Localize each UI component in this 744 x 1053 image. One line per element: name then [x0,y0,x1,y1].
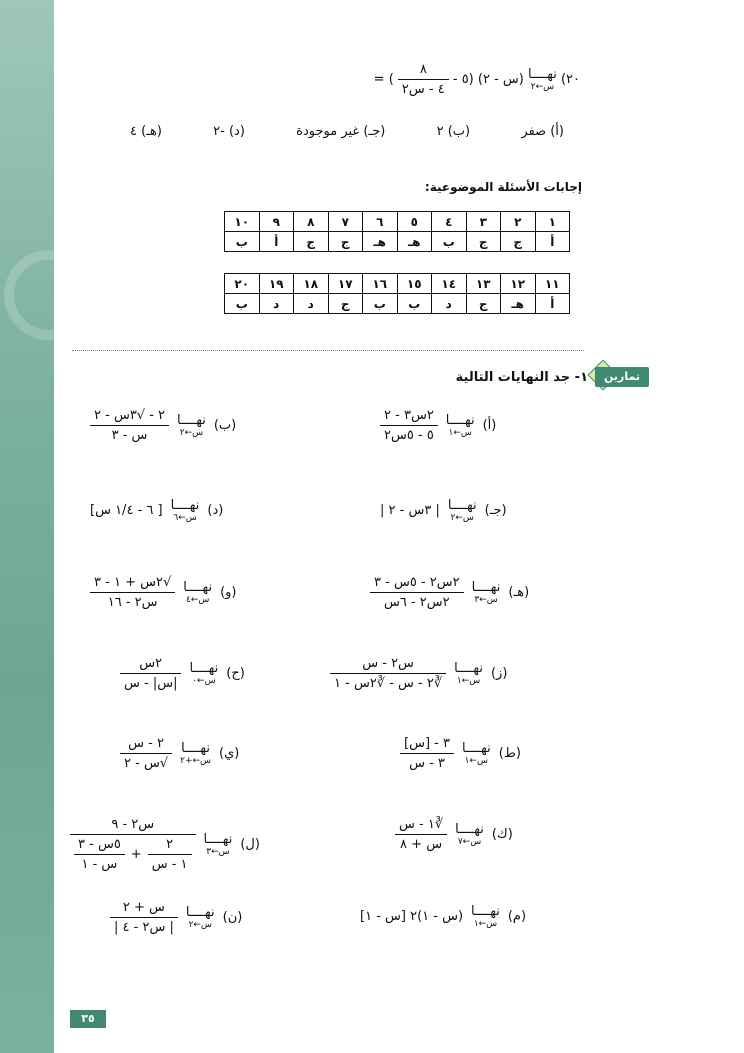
choice-e: (هـ) ٤ [130,124,162,139]
limit-sub: س←٢ [450,513,474,523]
limit-operator [189,661,218,686]
choice-c: (جـ) غير موجودة [296,124,386,139]
table-cell: ٢٠ [225,274,260,294]
answers-title: إجابات الأسئلة الموضوعية: [424,180,582,194]
exercise-label: (ط) [498,746,521,761]
table-cell: ج [328,232,363,252]
table-cell: ١٥ [397,274,432,294]
choice-list [130,124,564,139]
limit-word: نهــــا [170,498,200,513]
limit-word: نهــــا [185,905,215,920]
limit-operator [454,661,483,686]
exercise-label: (ب) [213,418,237,433]
exercise-label: (ن) [222,910,243,925]
table-cell: ب [397,294,432,314]
question-number: ٢٠) [560,72,580,87]
limit-sub: س←+٢ [180,756,212,766]
table-row [225,294,570,314]
expression: [ ٦ - ١/٤ س] [90,503,163,518]
limit-word: نهــــا [183,580,213,595]
exercise-label: (ح) [226,666,245,681]
choice-b: (ب) ٢ [436,124,471,139]
fraction-numerator: ٣ - [س] [400,736,454,754]
table-cell: ١٢ [501,274,536,294]
table-cell: ١٣ [466,274,501,294]
limit-sub: س←٣ [206,847,230,857]
exercise-label: (م) [507,909,527,924]
fraction-numerator: س + ٢ [110,900,178,918]
sub-denominator: ١ - س [151,857,188,872]
exercise-item [380,498,507,523]
limit-operator [472,580,501,605]
table-cell: ١٠ [225,212,260,232]
question-20 [320,62,580,97]
limit-operator [171,498,200,523]
table-row [225,212,570,232]
sub-numerator: ٥س - ٣ [74,837,125,855]
limit-word: نهــــا [177,413,206,428]
table-cell: ١ [535,212,570,232]
exercise-label: (ل) [240,837,260,852]
limit-operator [177,413,206,438]
answers-table-2 [224,273,570,314]
limit-operator [446,413,475,438]
table-cell: ٤ [432,212,467,232]
fraction-denominator: ٣ - س [409,756,445,771]
exercise-item [380,408,496,443]
fraction-denominator: ٤ - س٢ [401,82,445,97]
table-cell: ١٦ [363,274,398,294]
exercise-label: (و) [220,585,237,600]
exercise-label: (ك) [491,827,513,842]
table-cell: ب [363,294,398,314]
limit-operator [462,741,491,766]
limit-sub: س←٢ [179,428,204,438]
exercise-label: (أ) [482,418,497,433]
fraction [120,656,181,691]
closing: ) = [373,72,394,87]
limit-operator [180,741,211,766]
fraction-numerator: ٢ - √٣س - ٢ [90,408,169,426]
choice-a: (أ) صفر [521,124,564,139]
factor-2: (٥ - [452,72,474,87]
fraction-denominator: ٥ - ٥س٢ [384,428,434,443]
exercise-item [370,575,529,610]
sub-fraction [74,837,125,872]
expression: | ٣س - ٢ | [380,503,440,518]
fraction [370,575,464,610]
table-cell: ج [294,232,329,252]
table-cell: ب [225,232,260,252]
fraction-denominator: √س - ٢ [124,756,169,771]
fraction-denominator: ∛٢ - س - ∛٢س - ١ [334,676,443,691]
limit-sub: س←٣ [474,595,498,605]
fraction [70,817,196,872]
fraction-denominator: س + ٨ [400,837,443,852]
exercise-item [120,656,245,691]
table-cell: ١٧ [328,274,363,294]
table-cell: ٥ [397,212,432,232]
exercise-item [360,904,526,929]
table-cell: ١١ [535,274,570,294]
limit-word: نهــــا [471,580,501,595]
fraction-numerator: ٢س٢ - ٥س - ٣ [370,575,464,593]
limit-operator [183,580,212,605]
table-cell: ٧ [328,212,363,232]
sub-fraction [148,837,192,872]
limit-word: نهــــا [471,904,500,919]
limit-word: نهــــا [461,741,491,756]
limit-sub: س←٧ [457,837,482,847]
table-cell: ١٨ [294,274,329,294]
table-cell: أ [535,232,570,252]
exercise-item [90,498,223,523]
table-cell: د [294,294,329,314]
limit-word: نهــــا [181,741,210,756]
fraction-denominator: |س| - س [124,676,178,691]
table-cell: أ [535,294,570,314]
exercises-badge: تمارين [595,367,649,387]
limit-operator [455,822,484,847]
table-cell: ٨ [294,212,329,232]
limit-sub: س←١ [448,428,472,438]
fraction-denominator: ٢س٢ - ٦س [383,595,450,610]
fraction-numerator: ٢س [120,656,181,674]
fraction-numerator: س٢ - س [330,656,446,674]
fraction [380,408,438,443]
sub-numerator: ٢ [148,837,192,855]
exercise-item [395,817,513,852]
limit-word: نهــــا [454,661,483,676]
fraction-denominator: س٢ - ١٦ [107,595,158,610]
sub-denominator: س - ١ [81,857,118,872]
decorative-sidebar [0,0,54,1053]
fraction [400,736,454,771]
table-cell: أ [259,232,294,252]
table-cell: ٩ [259,212,294,232]
fraction [330,656,446,691]
expression: (س - ١)٢ [س - ١] [360,909,464,924]
limit-sub: س←١ [473,919,498,929]
limit-sub: س←٦ [173,513,197,523]
exercise-label: (ي) [219,746,240,761]
choice-d: (د) -٢ [213,124,245,139]
fraction-numerator: ٨ [398,62,449,80]
limit-operator [186,905,215,930]
fraction-denominator: | س٢ - ٤ | [114,920,174,935]
limit-word: نهــــا [189,661,219,676]
table-cell: هـ [501,294,536,314]
table-cell: هـ [397,232,432,252]
exercise-item [330,656,507,691]
table-cell: ٢ [501,212,536,232]
plus-sign: + [130,847,142,862]
exercise-item [90,575,236,610]
exercise-item [120,736,239,771]
section-divider [72,350,584,351]
limit-operator [471,904,500,929]
exercise-item [90,408,236,443]
table-row [225,274,570,294]
table-cell: هـ [363,232,398,252]
table-row [225,232,570,252]
limit-sub: س←٤ [185,595,210,605]
table-cell: ب [225,294,260,314]
table-cell: د [259,294,294,314]
fraction [395,817,447,852]
exercise-item [400,736,521,771]
page-number: ٣٥ [70,1010,106,1028]
limit-word: نهــــا [528,67,557,82]
limit-word: نهــــا [203,832,233,847]
exercise-label: (د) [207,503,224,518]
exercise-item [70,817,260,872]
fraction-numerator: ٢ - س [120,736,172,754]
table-cell: ٣ [466,212,501,232]
table-cell: ج [328,294,363,314]
exercise-label: (ز) [490,666,508,681]
table-cell: ج [466,232,501,252]
fraction-numerator: س٢ - ٩ [70,817,196,835]
exercise-label: (هـ) [508,585,530,600]
limit-sub: س←١ [464,756,489,766]
fraction [110,900,178,935]
fraction-numerator: √٢س + ١ - ٣ [90,575,175,593]
exercise-item [110,900,242,935]
limit-word: نهــــا [447,498,477,513]
limit-word: نهــــا [455,822,484,837]
limit-sub: س←٢ [530,82,555,92]
exercise-label: (جـ) [484,503,507,518]
limit-sub: س←١ [456,676,481,686]
limit-word: نهــــا [445,413,475,428]
fraction-denominator [70,835,196,872]
exercises-heading: ١- جد النهايات التالية [455,370,588,385]
table-cell: ١٩ [259,274,294,294]
fraction-numerator: ٢س٣ - ٢ [380,408,438,426]
table-cell: ج [501,232,536,252]
factor-1: (س - ٢) [477,72,524,87]
table-cell: ب [432,232,467,252]
fraction [90,408,169,443]
table-cell: د [432,294,467,314]
limit-operator [204,832,233,857]
limit-sub: س←٠ [192,676,216,686]
fraction [120,736,172,771]
table-cell: ١٤ [432,274,467,294]
table-cell: ٦ [363,212,398,232]
fraction [398,62,449,97]
fraction-numerator: ∛١ - س [395,817,447,835]
table-cell: ج [466,294,501,314]
fraction [90,575,175,610]
limit-operator [448,498,477,523]
fraction-denominator: س - ٣ [111,428,148,443]
answers-table-1 [224,211,570,252]
limit-sub: س←٢ [188,920,212,930]
